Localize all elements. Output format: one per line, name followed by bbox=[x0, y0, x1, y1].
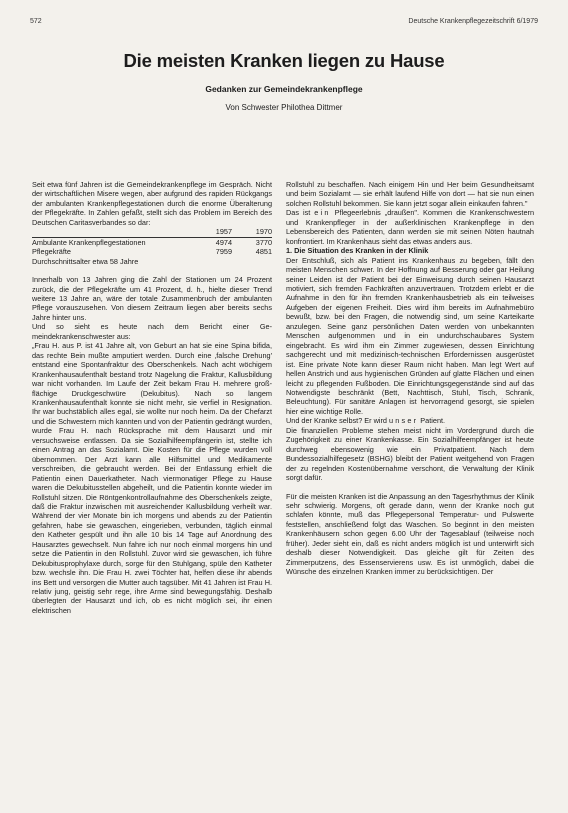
table-col-1957: 1957 bbox=[192, 227, 232, 237]
article-byline: Von Schwester Philothea Dittmer bbox=[225, 103, 343, 112]
table-row bbox=[32, 237, 272, 247]
paragraph: Seit etwa fünf Jahren ist die Gemeindekrankenpflege im Gespräch. Nicht der wirtschaftlichen Misere wegen, aber aufgrund des rapiden Rückgangs der ambulanten Krankenpflegestationen durch die enorme Überalterung der Pflegekräfte. In Zahlen gefaßt, stellt sich das Problem im Bereich des Deutschen Caritasverbandes so dar: bbox=[32, 180, 272, 227]
table-cell: 4974 bbox=[215, 237, 232, 247]
paragraph: Die finanziellen Probleme stehen meist nicht im Vordergrund durch die Zugehörigkeit zu einer Krankenkasse. Ein Sozialhilfeempfänger ist heute durchweg ebensowenig wie ein Privatpatient. Nach dem Bundessozialhilfegesetz (BSHG) bleibt der Patient weitgehend von Fragen der zu regelnden Kostenübernahme verschont, die Verwaltung der Klinik sorgt dafür. bbox=[286, 425, 534, 483]
journal-name: Deutsche Krankenpflegezeitschrift 6/1979 bbox=[408, 18, 538, 25]
paragraph: „Frau H. aus P. ist 41 Jahre alt, von Geburt an hat sie eine Spina bifida, das rechte Bein mußte amputiert werden. Durch eine ‚falsche Drehung' entstand eine Spontanfraktur des Oberschenkels. Nach acht wöchigem Krankenhausaufenthalt bestand trotz Nagelung die Fraktur, Kallusbildung war nicht vorhanden. Im Laufe der Zeit bekam Frau H. mehrere großflächige Druckgeschwüre (Dekubitus). Nach so langem Krankenhausaufenthalt konnte sie nicht mehr, sie verfiel in Resignation. Ihr war buchstäblich alles egal, sie wollte nur noch heim. Da der Chefarzt und die Schwestern mich kannten und von der Patientin gedrängt wurden, wurde Frau H. nach Rücksprache mit dem Hausarzt und mir versuchsweise entlassen. Da sie Sozialhilfeempfängerin ist, stellte ich einen Antrag an das Sozialamt. Die Kosten für die Pflege wurden voll übernommen. Der Arzt kann alle Hilfsmittel und Medikamente verschreiben, die gebraucht werden. Bei der Entlassung erhielt die Patientin einen Dauerkatheter. Nach viermonatiger Pflege zu Hause waren die Dekubitusstellen abgeheilt, und die Patientin konnte wieder im Rollstuhl sitzen. Die Röntgenkontrollaufnahme des Oberschenkels zeigte, daß die Fraktur inzwischen mit ausreichender Kallusbildung verheilt war. Während der vier Monate bin ich morgens und abends zu der Patientin gefahren, habe sie gewaschen, eingerieben, verbunden, täglich einmal den Katheter gespült und ihn alle 10 bis 14 Tage auf Anordnung des Hausarztes gewechselt. Nun fahre ich nur noch einmal morgens hin und setze die Patientin in den Rollstuhl. Zuvor wird sie gewaschen, ich führe Dekubitusprophylaxe durch, sorge für den Stuhlgang, spüle den Katheter bzw. wechsle ihn. Die Frau H. zwei Töchter hat, helfen diese ihr abends ins Bett und versorgen die Mutter auch tagsüber. Mit 41 Jahren ist Frau H. relativ jung, geistig sehr rege, ihre Arme sind bewegungsfähig. Deshalb überlegten der Hausarzt und ich, ob es nicht möglich sei, ihr einen elektrischen bbox=[32, 341, 272, 615]
paragraph: Für die meisten Kranken ist die Anpassung an den Tagesrhythmus der Klinik sehr schwierig. Morgens, oft gerade dann, wenn der Kranke noch gut schlafen könnte, muß das Pflegepersonal Temperatur- und Pulswerte feststellen, anschließend folgt das Waschen. So beginnt in den meisten Krankenhäusern schon gegen 6.00 Uhr der Tagesablauf (teilweise noch früher). Jeder sieht ein, daß es nicht anders möglich ist und unterwirft sich deshalb dieser Notwendigkeit. Das gleiche gilt für Zeiten des Zimmerputzens, des Essenservierens usw. Es ist unmöglich, dabei die Wünsche des einzelnen Kranken immer zu berücksichtigen. Der bbox=[286, 491, 534, 577]
paragraph: Und der Kranke selbst? Er wird unser Patient. bbox=[286, 416, 446, 426]
table-row-label: Ambulante Krankenpflegestationen bbox=[32, 237, 146, 247]
section-heading: 1. Die Situation des Kranken in der Klinik bbox=[286, 246, 429, 256]
statistics-table bbox=[32, 227, 272, 266]
paragraph: Das ist ein Pflegeerlebnis „draußen". Kommen die Krankenschwestern und Krankenpfleger in der außerklinischen Krankenpflege in den Lebensbereich des Patienten, dann werden sie mit seinen Nöten hautnah konfrontiert. Im Krankenhaus sieht das etwas anders aus. bbox=[286, 208, 535, 246]
table-cell: 7959 bbox=[215, 247, 232, 257]
article-subtitle: Gedanken zur Gemeindekrankenpflege bbox=[205, 84, 363, 94]
emphasis-spaced: ein bbox=[314, 208, 331, 218]
table-row-label: Pflegekräfte bbox=[32, 247, 71, 257]
page-number: 572 bbox=[30, 18, 42, 25]
emphasis-spaced: unser bbox=[389, 416, 419, 426]
table-footnote: Durchschnittsalter etwa 58 Jahre bbox=[32, 256, 139, 266]
table-col-1970: 1970 bbox=[232, 227, 272, 237]
right-column bbox=[286, 180, 534, 577]
running-head bbox=[30, 18, 538, 25]
table-header-row bbox=[32, 227, 272, 237]
paragraph: Und so sieht es heute nach dem Bericht einer Gemeindekrankenschwester aus: bbox=[32, 322, 272, 341]
table-cell: 4851 bbox=[255, 247, 272, 257]
table-cell: 3770 bbox=[255, 237, 272, 247]
paragraph: Rollstuhl zu beschaffen. Nach einigem Hin und Her beim Gesundheitsamt und beim Sozialamt — sie erhält laufend Hilfe von dort — hat sie nun einen solchen Rollstuhl bekommen. Sie kann jetzt sogar allein einkaufen fahren." bbox=[286, 180, 534, 208]
paragraph: Innerhalb von 13 Jahren ging die Zahl der Stationen um 24 Prozent zurück, die der Pflegekräfte um 41 Prozent, d. h., hielte dieser Trend weitere 13 Jahre an, wäre der totale Zusammenbruch der ambulanten Pflege vorauszusehen. Von diesem Zeitraum liegen aber bereits sechs Jahre hinter uns. bbox=[32, 275, 272, 322]
table-footnote-row bbox=[32, 257, 272, 266]
article-title: Die meisten Kranken liegen zu Hause bbox=[123, 50, 445, 71]
table-row bbox=[32, 247, 272, 256]
left-column bbox=[32, 180, 272, 615]
paragraph: Der Entschluß, sich als Patient ins Krankenhaus zu begeben, fällt den meisten Menschen schwer. In der Hoffnung auf Besserung oder gar Heilung seiner Leiden ist der Patient bei der Einweisung durch seinen Hausarzt motiviert, sich fremden Fachkräften anzuvertrauen. Trotzdem erlebt er die Aufnahme in den für ihn fremden Krankenhausbetrieb als ein teilweises Aufgeben der eigenen Freiheit. Dies wird ihm bereits im Aufnahmebüro bewußt, bzw. bei den Fragen, die notwendig sind, um seine Karteikarte anzulegen. Seine ganz persönlichen Daten werden von unbekannten Menschen aufgenommen und in ein undurchschaubares System eingebracht. Es wird ihm ein Zimmer zugewiesen, dessen Einrichtung sachgerecht und mit medizinisch-technischen Erfordernissen ausgerüstet ist. Eine private Note kann dieser Raum nicht haben. Man legt Wert auf hellen Anstrich und aus hygienischen Gründen auf glatte Flächen und einen leicht zu pflegenden Fußboden. Die Einrichtungsgegenstände sind auf das Notwendigste beschränkt (Bett, Nachttisch, Stuhl, Tisch, Schrank, Beleuchtung). Für sanitäre Anlagen ist hervorragend gesorgt, sie spielen hier eine wichtige Rolle. bbox=[286, 255, 534, 416]
